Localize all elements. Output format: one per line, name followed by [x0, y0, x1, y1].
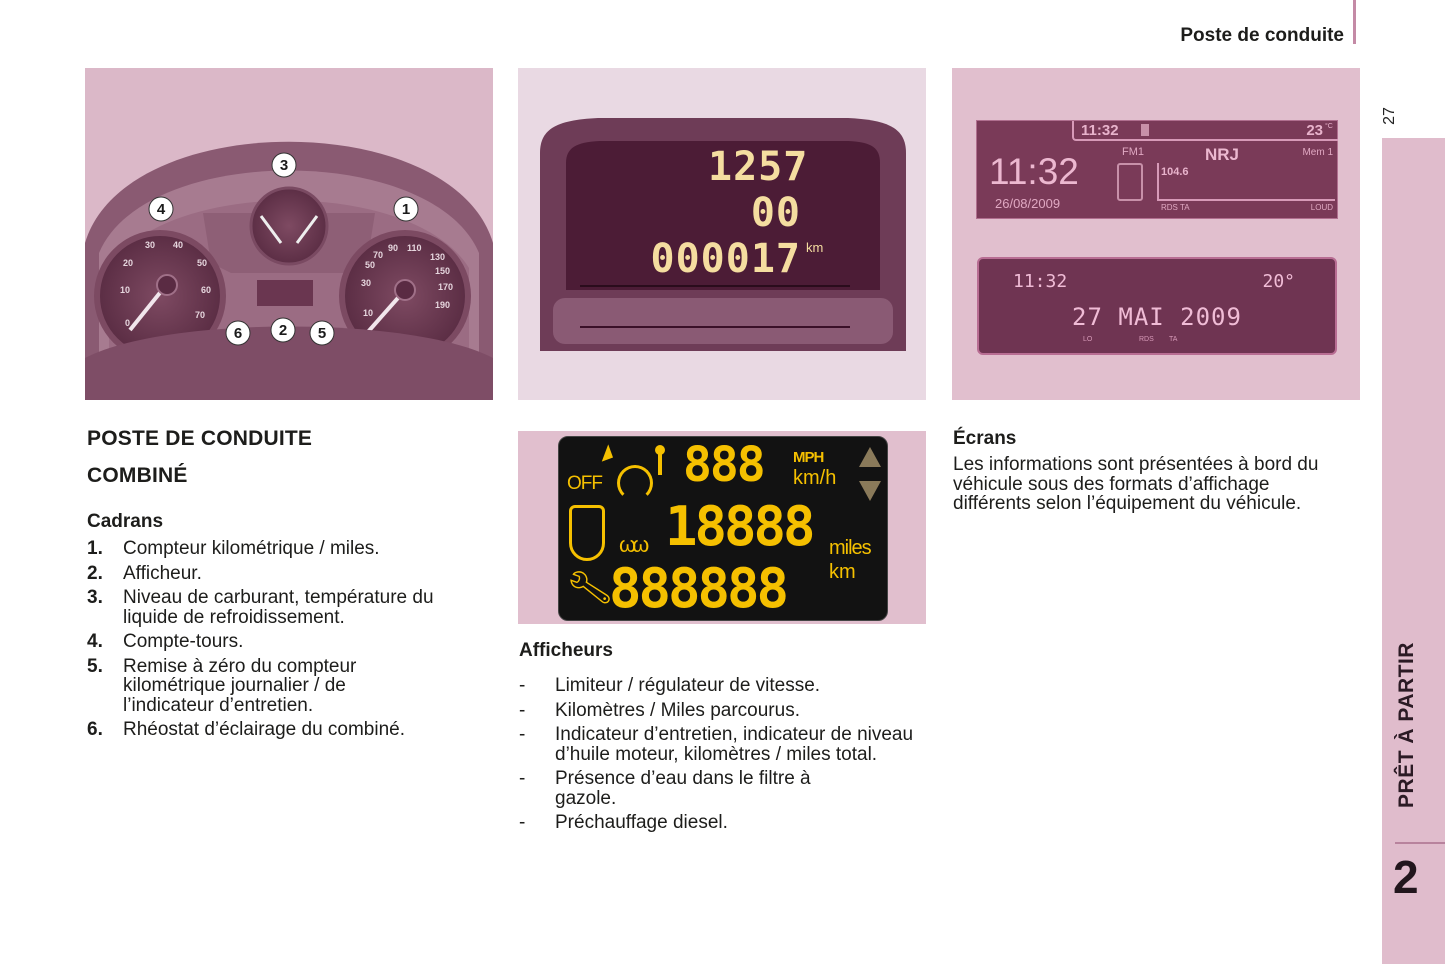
section-heading-ecrans: Écrans	[953, 428, 1017, 449]
chapter-tab	[1382, 138, 1445, 964]
svg-text:170: 170	[438, 282, 454, 292]
odometer-display-figure	[518, 68, 926, 400]
svg-text:1: 1	[401, 201, 411, 218]
svg-text:4: 4	[156, 201, 166, 218]
list-item: - Présence d’eau dans le filtre à gazole.	[519, 768, 811, 809]
list-item: 4. Compte-tours.	[87, 631, 244, 652]
section-title: Poste de conduite	[1180, 25, 1344, 46]
arrow-up-icon	[859, 447, 881, 467]
display-b-ta: TA	[1169, 336, 1178, 343]
display-a-frequency: 104.6	[1161, 166, 1189, 178]
radio-icon	[1117, 163, 1143, 201]
list-item: 6. Rhéostat d’éclairage du combiné.	[87, 719, 406, 740]
header-divider	[1353, 0, 1356, 44]
svg-text:90: 90	[388, 243, 399, 253]
callout-5	[310, 321, 334, 345]
cluster-illustration	[85, 68, 493, 400]
chapter-number: 2	[1393, 851, 1419, 903]
svg-text:70: 70	[373, 250, 384, 260]
svg-text:60: 60	[201, 285, 212, 295]
display-a-loud: LOUD	[1310, 203, 1333, 212]
chapter-label: PRÊT À PARTIR	[1395, 642, 1418, 808]
arrow-indicator-icon	[597, 444, 613, 461]
list-item: 3. Niveau de carburant, température du liquide de refroidissement.	[87, 587, 434, 628]
section-heading-cadrans: Cadrans	[87, 511, 164, 532]
screens-figure	[952, 68, 1360, 400]
svg-text:10: 10	[363, 308, 374, 318]
odometer-line-3: 000017	[650, 236, 801, 282]
callout-6	[226, 321, 250, 345]
list-item: 5. Remise à zéro du compteur kilométrique journalier / de l’indicateur d’entretien.	[87, 655, 357, 716]
display-a-date: 26/08/2009	[995, 196, 1061, 211]
speed-digits: 888	[683, 437, 764, 493]
svg-text:110: 110	[407, 243, 422, 253]
list-item: 1. Compteur kilométrique / miles.	[87, 538, 380, 559]
svg-text:190: 190	[435, 300, 451, 310]
odometer-line-2: 00	[750, 190, 801, 236]
svg-text:150: 150	[435, 266, 451, 276]
svg-text:50: 50	[197, 258, 208, 268]
display-a-rds: RDS TA	[1161, 203, 1190, 212]
svg-text:30: 30	[361, 278, 372, 288]
display-a-memory: Mem 1	[1302, 147, 1333, 158]
chapter-divider	[1395, 842, 1445, 844]
speed-unit-kmh: km/h	[793, 467, 837, 489]
list-item: - Préchauffage diesel.	[519, 812, 728, 833]
svg-text:20: 20	[123, 258, 134, 268]
svg-text:70: 70	[195, 310, 206, 320]
display-a-station: NRJ	[1205, 145, 1240, 164]
instrument-lcd-figure	[518, 431, 926, 624]
preheat-icon: ωω	[619, 532, 646, 557]
wrench-icon: 🔧︎	[563, 563, 616, 612]
callout-1	[394, 197, 418, 221]
instrument-cluster-figure	[85, 68, 493, 400]
display-b-time: 11:32	[1013, 271, 1068, 292]
display-a-top-time: 11:32	[1081, 122, 1119, 139]
distance-unit-km: km	[829, 561, 856, 583]
svg-text:10: 10	[120, 285, 131, 295]
multifunction-display-a	[976, 120, 1338, 219]
svg-text:50: 50	[365, 260, 376, 270]
svg-text:6: 6	[233, 325, 243, 342]
display-a-band: FM1	[1122, 146, 1144, 158]
section-heading-afficheurs: Afficheurs	[519, 640, 613, 661]
display-b-temp: 20°	[1262, 271, 1295, 292]
speed-unit-mph: MPH	[793, 449, 824, 466]
ecrans-paragraph: Les informations sont présentées à bord du véhicule sous des formats d’affichage différents selon l’équipement du véhicule.	[953, 454, 1319, 514]
list-item: - Kilomètres / Miles parcourus.	[519, 699, 800, 721]
list-item: - Limiteur / régulateur de vitesse.	[519, 675, 821, 696]
display-b-lo: LO	[1083, 336, 1093, 343]
list-item: - Indicateur d’entretien, indicateur de niveau d’huile moteur, kilomètres / miles total.	[519, 724, 914, 765]
svg-text:40: 40	[173, 240, 184, 250]
display-a-big-time: 11:32	[989, 151, 1079, 192]
svg-text:30: 30	[145, 240, 156, 250]
page-number: 27	[1381, 107, 1398, 125]
odometer-line-1: 1257	[708, 144, 809, 190]
page-title: POSTE DE CONDUITE	[87, 427, 313, 450]
display-b-rds: RDS	[1139, 336, 1154, 343]
distance-unit-miles: miles	[829, 537, 871, 559]
off-label: OFF	[567, 473, 602, 494]
multifunction-display-b	[977, 257, 1337, 355]
display-a-temp-unit: °C	[1325, 123, 1333, 130]
svg-text:130: 130	[430, 252, 446, 262]
trip-digits: 18888	[665, 495, 813, 558]
total-digits: 888888	[609, 557, 787, 620]
arrow-down-icon	[859, 481, 881, 501]
water-in-fuel-icon	[569, 505, 605, 561]
svg-text:0: 0	[125, 318, 131, 328]
odometer-unit: km	[806, 240, 824, 255]
callout-3	[272, 153, 296, 177]
instrument-lcd	[558, 436, 888, 621]
afficheurs-list	[519, 676, 929, 838]
display-a-top-temp: 23	[1306, 122, 1323, 139]
cadrans-list	[87, 539, 487, 745]
svg-text:5: 5	[317, 325, 327, 342]
display-b-date: 27 MAI 2009	[1072, 303, 1242, 331]
page-subtitle: COMBINÉ	[87, 464, 188, 487]
svg-text:2: 2	[278, 322, 288, 339]
speedometer-limiter-icon	[617, 465, 653, 501]
list-item: 2. Afficheur.	[87, 562, 202, 584]
svg-text:3: 3	[279, 157, 289, 174]
callout-2	[271, 318, 295, 342]
callout-4	[149, 197, 173, 221]
